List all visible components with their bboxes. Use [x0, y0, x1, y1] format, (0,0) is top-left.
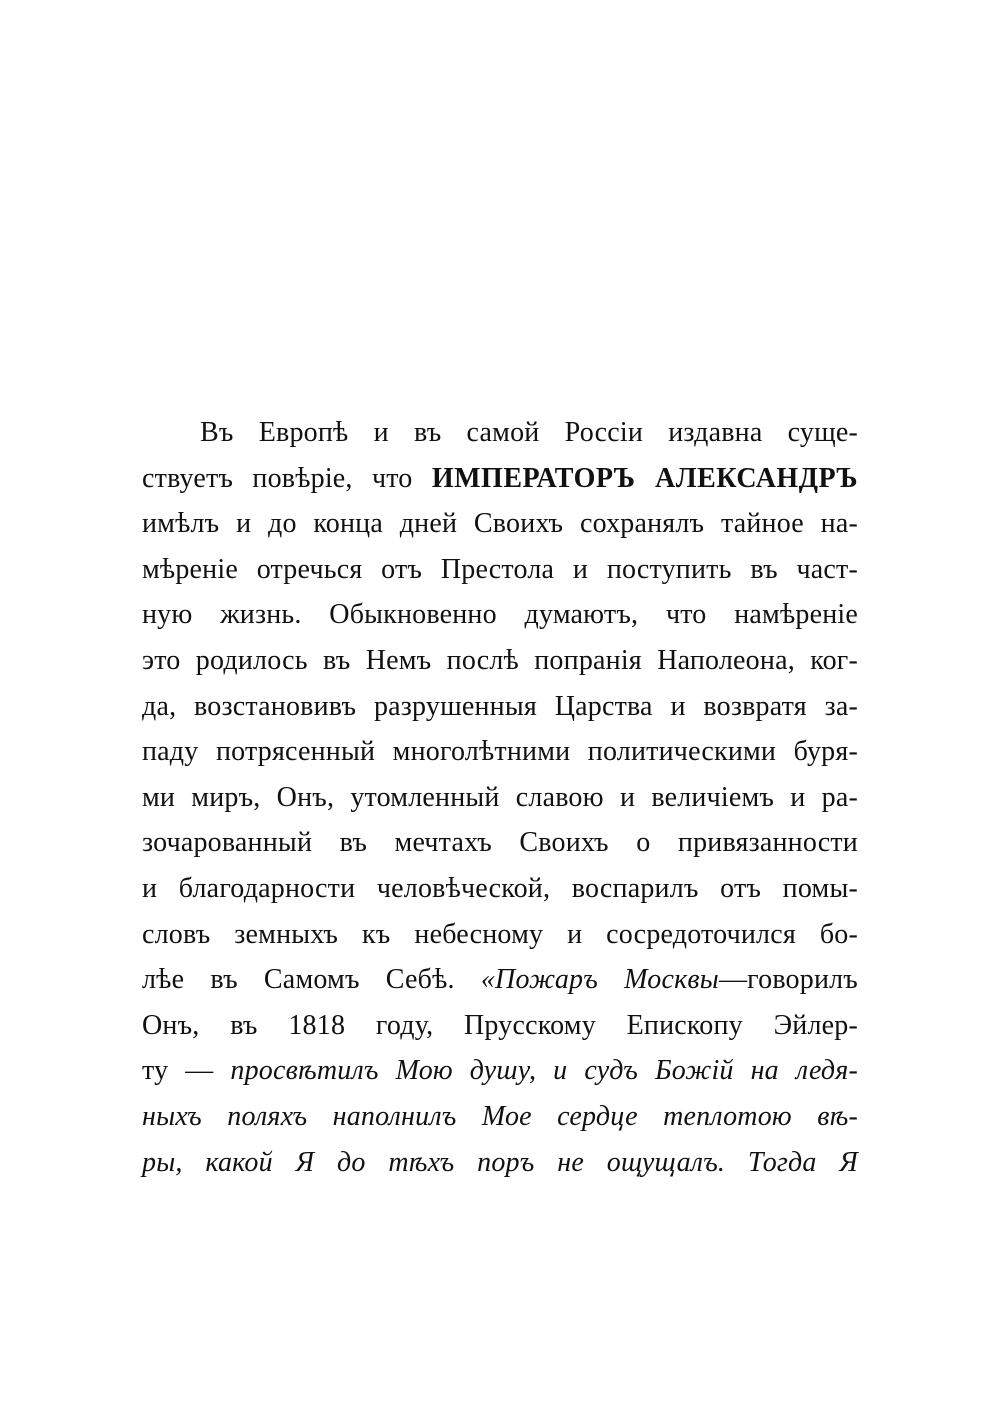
body-text: [142, 410, 858, 1185]
text-line: [142, 638, 858, 684]
text-line: [142, 729, 858, 775]
text-segment: ную жизнь. Обыкновенно думаютъ, что намѣреніе: [142, 599, 858, 631]
text-segment: ту —: [142, 1055, 231, 1087]
text-segment: и благодарности человѣческой, воспарилъ отъ помы-: [142, 872, 858, 904]
text-line: [142, 1003, 858, 1049]
text-line: [142, 866, 858, 912]
text-segment: Онъ, въ 1818 году, Прусскому Епископу Эйлер-: [142, 1009, 858, 1041]
text-line: [142, 820, 858, 866]
text-segment: ми миръ, Онъ, утомленный славою и величіемъ и ра-: [142, 781, 858, 813]
text-line: [142, 592, 858, 638]
text-segment: лѣе въ Самомъ Себѣ.: [142, 964, 481, 996]
text-line: [142, 684, 858, 730]
text-line: [142, 501, 858, 547]
text-segment: мѣреніе отречься отъ Престола и поступить въ част-: [142, 553, 858, 585]
text-line: [142, 1048, 858, 1094]
text-line: [142, 912, 858, 958]
text-line: [142, 547, 858, 593]
text-segment: Въ Европѣ и въ самой Россіи издавна суще-: [200, 417, 858, 448]
text-segment: зочарованный въ мечтахъ Своихъ о привязанности: [142, 827, 858, 859]
quoted-text: «Пожаръ Москвы: [480, 964, 719, 996]
text-segment: словъ земныхъ къ небесному и сосредоточился бо-: [142, 918, 858, 950]
text-segment: да, возстановивъ разрушенныя Царства и возвратя за-: [142, 690, 858, 722]
emperor-name: ИМПЕРАТОРЪ АЛЕКСАНДРЪ: [431, 462, 859, 494]
quoted-text: ры, какой Я до тѣхъ поръ не ощущалъ. Тогда Я: [142, 1146, 858, 1178]
text-line: [142, 775, 858, 821]
text-segment: —говорилъ: [718, 964, 858, 996]
text-line: [142, 456, 858, 502]
text-line: [142, 410, 858, 456]
text-segment: ствуетъ повѣріе, что: [142, 462, 432, 494]
text-segment: паду потрясенный многолѣтними политическими буря-: [142, 736, 858, 768]
quoted-text: ныхъ поляхъ наполнилъ Мое сердце теплотою вѣ-: [142, 1100, 858, 1132]
text-segment: это родилось въ Немъ послѣ попранія Наполеона, ког-: [142, 644, 858, 676]
quoted-text: просвѣтилъ Мою душу, и судъ Божій на ледя-: [230, 1055, 858, 1087]
text-line: [142, 1140, 858, 1186]
text-line: [142, 1094, 858, 1140]
text-segment: имѣлъ и до конца дней Своихъ сохранялъ тайное на-: [142, 508, 858, 540]
text-line: [142, 957, 858, 1003]
